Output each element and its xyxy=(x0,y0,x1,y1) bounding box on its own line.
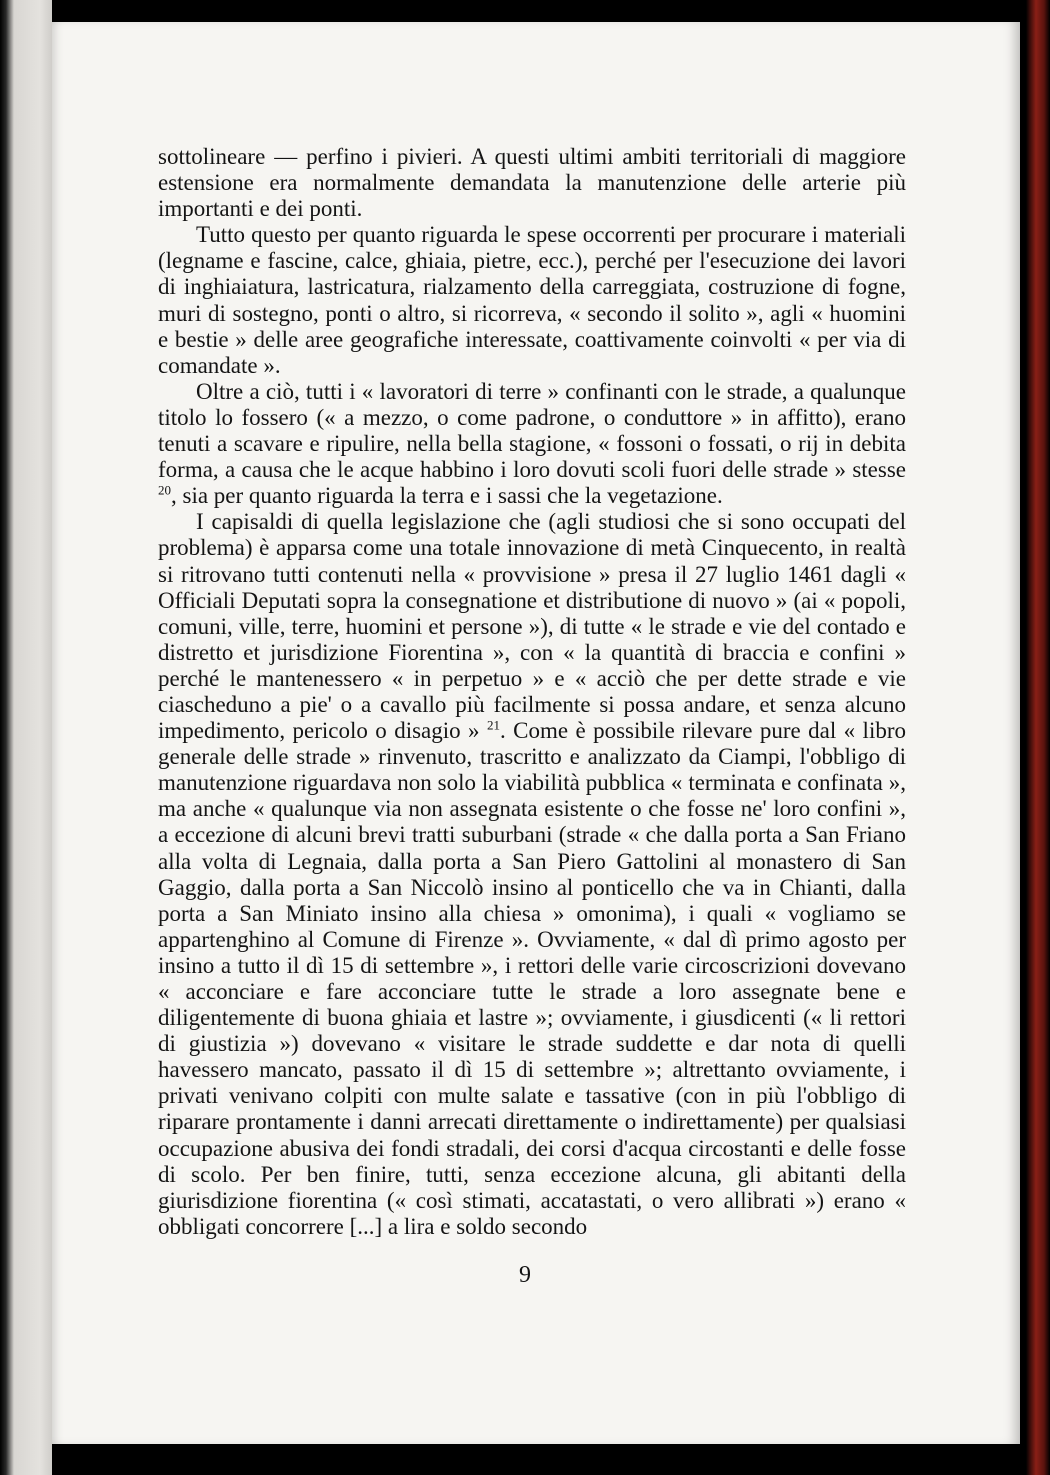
paragraph xyxy=(158,222,906,379)
paragraph-text: Tutto questo per quanto riguarda le spese occorrenti per procurare i materiali (legname e fascine, calce, ghiaia, pietre, ecc.), perché per l'esecuzione dei lavori di inghiaiatura, lastricatura, rialzamento della carreggiata, costruzione di fogne, muri di sostegno, ponti o altro, si ricorreva, « secondo il solito », agli « huomini e bestie » delle aree geografiche interessate, coattivamente coinvolti « per via di comandate ». xyxy=(158,222,906,378)
paragraph-text: , sia per quanto riguarda la terra e i sassi che la vegetazione. xyxy=(171,483,723,509)
book-cover-edge xyxy=(1020,0,1050,1475)
footnote-reference: 21 xyxy=(486,717,500,733)
body-text xyxy=(158,144,906,1240)
paragraph-text: I capisaldi di quella legislazione che (agli studiosi che si sono occupati del problema) è apparsa come una totale innovazione di metà Cinquecento, in realtà si ritrovano tutti contenuti nella « provvisione » presa il 27 luglio 1461 dagli « Officiali Deputati sopra la consegnatione et distributione di nuovo » (ai « popoli, comuni, ville, terre, huomini et persone »), di tutte « le strade e vie del contado e distretto et jurisdizione Fiorentina », con « la quantità di braccia e confini » perché le mantenessero « in perpetuo » e « acciò che per dette strade e vie ciascheduno a pie' o a cavallo più facilmente si possa andare, et senza alcuno impedimento, pericolo o disagio » xyxy=(158,509,906,744)
paragraph-text: sottolineare — perfino i pivieri. A questi ultimi ambiti territoriali di maggiore estensione era normalmente demandata la manutenzione delle arterie più importanti e dei ponti. xyxy=(158,144,906,222)
footnote-reference: 20 xyxy=(158,482,171,498)
paragraph xyxy=(158,379,906,509)
paragraph-text: Oltre a ciò, tutti i « lavoratori di terre » confinanti con le strade, a qualunque titolo lo fossero (« a mezzo, o come padrone, o conduttore » in affitto), erano tenuti a scavare e ripulire, nella bella stagione, « fossoni o fossati, o rij in debita forma, a causa che le acque habbino i loro dovuti scoli fuori delle strade » stesse xyxy=(158,378,906,483)
paragraph xyxy=(158,144,906,222)
paragraph-text: . Come è possibile rilevare pure dal « libro generale delle strade » rinvenuto, trascritto e analizzato da Ciampi, l'obbligo di manutenzione riguardava non solo la viabilità pubblica « terminata e confinata », ma anche « qualunque via non assegnata esistente o che fosse ne' loro confini », a eccezione di alcuni brevi tratti suburbani (strade « che dalla porta a San Friano alla volta di Legnaia, dalla porta a San Piero Gattolini al monastero di San Gaggio, dalla porta a San Niccolò insino al ponticello che va in Chianti, dalla porta a San Miniato insino alla chiesa » omonima), i quali « vogliamo se appartenghino al Comune di Firenze ». Ovviamente, « dal dì primo agosto per insino a tutto il dì 15 di settembre », i rettori delle varie circoscrizioni dovevano « acconciare e fare acconciare tutte le strade a loro assegnate bene e diligentemente di buona ghiaia et lastre »; ovviamente, i giusdicenti (« li rettori di giustizia ») dovevano « visitare le strade suddette e dar nota di quelli havessero mancato, passato il dì 15 di settembre »; altrettanto ovviamente, i privati venivano colpiti con multe salate e tassative (con in più l'obbligo di riparare prontamente i danni arrecati direttamente o indirettamente) per qualsiasi occupazione abusiva dei fondi stradali, dei corsi d'acqua circostanti e delle fosse di scolo. Per ben finire, tutti, senza eccezione alcuna, gli abitanti della giurisdizione fiorentina (« così stimati, accatastati, o vero allibrati ») erano « obbligati concorrere [...] a lira e soldo secondo xyxy=(158,718,907,1239)
page-number: 9 xyxy=(519,1262,531,1288)
paragraph xyxy=(158,509,906,1240)
previous-page-edge xyxy=(0,0,52,1475)
